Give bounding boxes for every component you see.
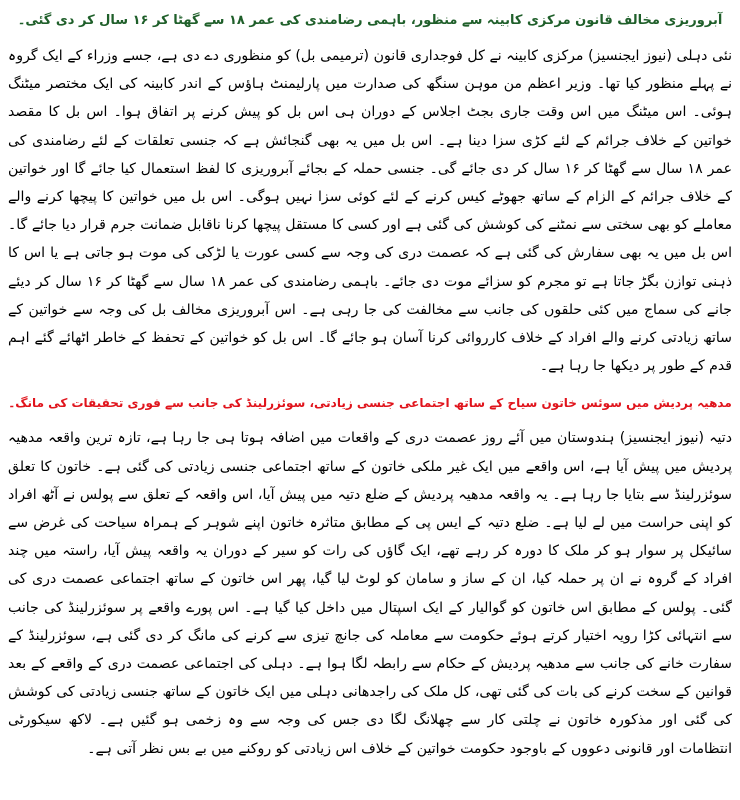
article1-headline: آبروریزی مخالف قانون مرکزی کابینہ سے منظور، باہمی رضامندی کی عمر ۱۸ سے گھٹا کر ۱۶ سال کر دی گئی۔ xyxy=(17,13,723,28)
article2-headline: مدھیہ پردیش میں سوئس خاتون سیاح کے ساتھ اجتماعی جنسی زیادتی، سوئزرلینڈ کی جانب سے فوری تحقیقات کی مانگ۔ xyxy=(8,396,732,411)
article1-body: نئی دہلی (نیوز ایجنسیز) مرکزی کابینہ نے کل فوجداری قانون (ترمیمی بل) کو منظوری دے دی ہے، جسے وزراء کے ایک گروہ نے پہلے منظور کیا تھا۔ وزیر اعظم من موہن سنگھ کی صدارت میں پارلیمنٹ ہاؤس کے اندر کابینہ کی ایک مختصر میٹنگ ہوئی۔ اس میٹنگ میں اس وقت جاری بجٹ اجلاس کے دوران ہی اس بل کو پیش کرنے پر اتفاق ہوا۔ اس بل کا مقصد خواتین کے خلاف جرائم کے لئے کڑی سزا دینا ہے۔ اس بل میں یہ بھی گنجائش ہے کہ جنسی تعلقات کے لئے رضامندی کی عمر ۱۸ سال سے گھٹا کر ۱۶ سال کر دی جائے گی۔ جنسی حملہ کے بجائے آبروریزی کا لفظ استعمال کیا جائے گا اور خواتین کے خلاف جرائم کے الزام کے ساتھ جھوٹے کیس کرنے کے لئے کوئی سزا نہیں ہوگی۔ اس بل میں خواتین کا پیچھا کرنے والے معاملے کو بھی سختی سے نمٹنے کی کوشش کی گئی ہے اور کسی کا مستقل پیچھا کرنا ناقابل ضمانت جرم قرار دیا جائے گا۔ اس بل میں یہ بھی سفارش کی گئی ہے کہ عصمت دری کی وجہ سے کسی عورت یا لڑکی کی موت ہو جاتی ہے یا اس کا ذہنی توازن بگڑ جاتا ہے تو مجرم کو سزائے موت دی جائے۔ باہمی رضامندی کی عمر ۱۸ سال سے گھٹا کر ۱۶ سال کر دیئے جانے کی سماج میں کئی حلقوں کی جانب سے مخالفت کی جا رہی ہے۔ اس آبروریزی مخالف بل کی وجہ سے خواتین کے ساتھ زیادتی کرنے والے افراد کے خلاف کارروائی کرنا آسان ہو جائے گا۔ اس بل کو خواتین کے تحفظ کے خاطر اٹھائے گئے اہم قدم کے طور پر دیکھا جا رہا ہے۔ xyxy=(8,48,732,375)
article2-body: دتیہ (نیوز ایجنسیز) ہندوستان میں آئے روز عصمت دری کے واقعات میں اضافہ ہوتا ہی جا رہا ہے، تازہ ترین واقعہ مدھیہ پردیش میں پیش آیا ہے، اس واقعے میں ایک غیر ملکی خاتون کے ساتھ اجتماعی جنسی زیادتی کی گئی ہے۔ خاتون کا تعلق سوئزرلینڈ سے بتایا جا رہا ہے۔ یہ واقعہ مدھیہ پردیش کے ضلع دتیہ میں پیش آیا، اس واقعہ کے تعلق سے پولس نے آٹھ افراد کو اپنی حراست میں لے لیا ہے۔ ضلع دتیہ کے ایس پی کے مطابق متاثرہ خاتون اپنے شوہر کے ہمراہ سیاحت کی غرض سے سائیکل پر سوار ہو کر ملک کا دورہ کر رہے تھے، ایک گاؤں کی رات کو سیر کے دوران یہ واقعہ پیش آیا، راستہ میں چند افراد کے گروہ نے ان پر حملہ کیا، ان کے ساز و سامان کو لوٹ لیا گیا، پھر اس خاتون کے ساتھ اجتماعی عصمت دری کی گئی۔ پولس کے مطابق اس خاتون کو گوالیار کے ایک اسپتال میں داخل کیا گیا ہے۔ اس پورے واقعے پر سوئزرلینڈ کی جانب سے انتہائی کڑا رویہ اختیار کرتے ہوئے حکومت سے معاملہ کی جانچ تیزی سے کرنے کی مانگ کر دی گئی ہے، سوئزرلینڈ کے سفارت خانے کی جانب سے مدھیہ پردیش کے حکام سے رابطہ لگا ہوا ہے۔ دہلی کی اجتماعی عصمت دری کے واقعے کے بعد قوانین کے سخت کرنے کی بات کی گئی تھی، کل ملک کی راجدھانی دہلی میں ایک خاتون کے ساتھ جنسی زیادتی کی کوشش کی گئی اور مذکورہ خاتون نے چلتی کار سے چھلانگ لگا دی جس کی وجہ سے وہ زخمی ہو گئیں ہے۔ لاکھ سیکورٹی انتظامات اور قانونی دعووں کے باوجود حکومت خواتین کے خلاف اس زیادتی کو روکنے میں بے بس نظر آتی ہے۔ xyxy=(8,430,732,757)
